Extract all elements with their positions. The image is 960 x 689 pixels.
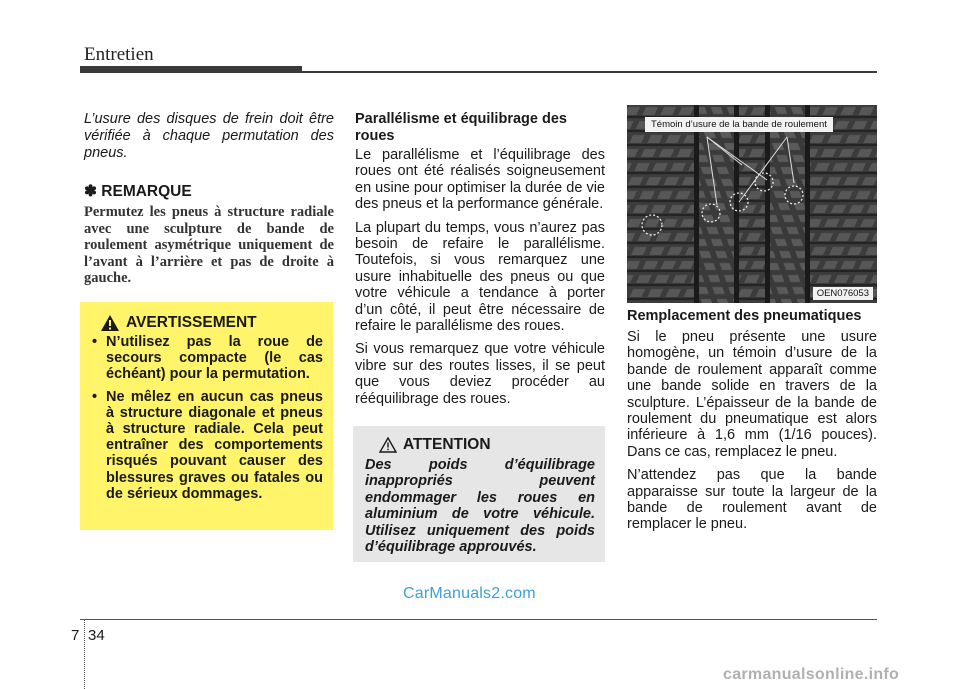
header-rule-thin — [302, 71, 877, 73]
warning-item: • Ne mêlez en aucun cas pneus à structure diagonale et pneus à structure radiale. Cela peut entraîner des comportements risqués pouvant causer des blessures graves ou fatales ou de sérieux dommages. — [92, 389, 323, 502]
footer-rule — [80, 619, 877, 620]
page-header-title: Entretien — [84, 44, 154, 65]
attention-title — [379, 436, 595, 454]
warning-title-text: AVERTISSEMENT — [126, 314, 257, 331]
remark-body: Permutez les pneus à structure radiale avec une sculpture de bande de roulement asymétrique uniquement de l’avant à l’arrière et pas de droite à gauche. — [84, 204, 334, 286]
footer-divider — [84, 619, 85, 689]
attention-title-text: ATTENTION — [403, 436, 491, 453]
alignment-paragraph: Le parallélisme et l’équilibrage des roues ont été réalisés soigneusement en usine pour optimiser la durée de vie des pneus et la performance générale. — [355, 147, 605, 213]
tire-tread-illustration — [627, 105, 877, 303]
alignment-paragraph: La plupart du temps, vous n’aurez pas besoin de refaire le parallélisme. Toutefois, si vous remarquez une usure inhabituelle des pneus ou que votre véhicule a tendance à porter d’un côté, il peut être nécessaire de refaire le parallélisme des roues. — [355, 219, 605, 335]
tire-tread-figure — [627, 105, 877, 303]
chapter-number: 7 — [71, 627, 80, 644]
page-number: 34 — [88, 627, 105, 644]
caution-triangle-icon — [379, 437, 397, 453]
alignment-body — [355, 147, 605, 414]
warning-title — [100, 314, 323, 332]
alignment-paragraph: Si vous remarquez que votre véhicule vibre sur des routes lisses, il se peut que vous deviez procéder au rééquilibrage des roues. — [355, 341, 605, 407]
remark-heading: ✽ REMARQUE — [84, 183, 192, 200]
warning-list — [92, 334, 323, 502]
replacement-paragraph: Si le pneu présente une usure homogène, un témoin d’usure de la bande de roulement apparaît comme une bande solide en travers de la sculpture. L’épaisseur de la bande de roulement du pneumatique est alors inférieure à 1,6 mm (1/16 pouces). Dans ce cas, remplacez le pneu. — [627, 329, 877, 460]
warning-triangle-icon — [100, 314, 120, 332]
warning-item: • N’utilisez pas la roue de secours compacte (le cas échéant) pour la permutation. — [92, 334, 323, 383]
figure-code: OEN076053 — [813, 287, 873, 300]
attention-box — [353, 426, 605, 562]
watermark-carmanuals-link[interactable]: CarManuals2.com — [403, 585, 536, 602]
replacement-heading: Remplacement des pneumatiques — [627, 308, 862, 324]
warning-box — [80, 302, 333, 530]
replacement-paragraph: N’attendez pas que la bande apparaisse sur toute la largeur de la bande de roulement avant de remplacer le pneu. — [627, 467, 877, 533]
header-rule-thick — [80, 66, 302, 73]
figure-caption: Témoin d’usure de la bande de roulement — [645, 117, 833, 132]
replacement-body — [627, 329, 877, 540]
watermark-online-link[interactable]: carmanualsonline.info — [723, 666, 900, 683]
attention-text: Des poids d’équilibrage inappropriés peuvent endommager les roues en aluminium de votre véhicule. Utilisez uniquement des poids d’équilibrage approuvés. — [365, 457, 595, 556]
alignment-heading: Parallélisme et équilibrage des roues — [355, 111, 567, 144]
intro-paragraph: L’usure des disques de frein doit être vérifiée à chaque permutation des pneus. — [84, 111, 334, 161]
